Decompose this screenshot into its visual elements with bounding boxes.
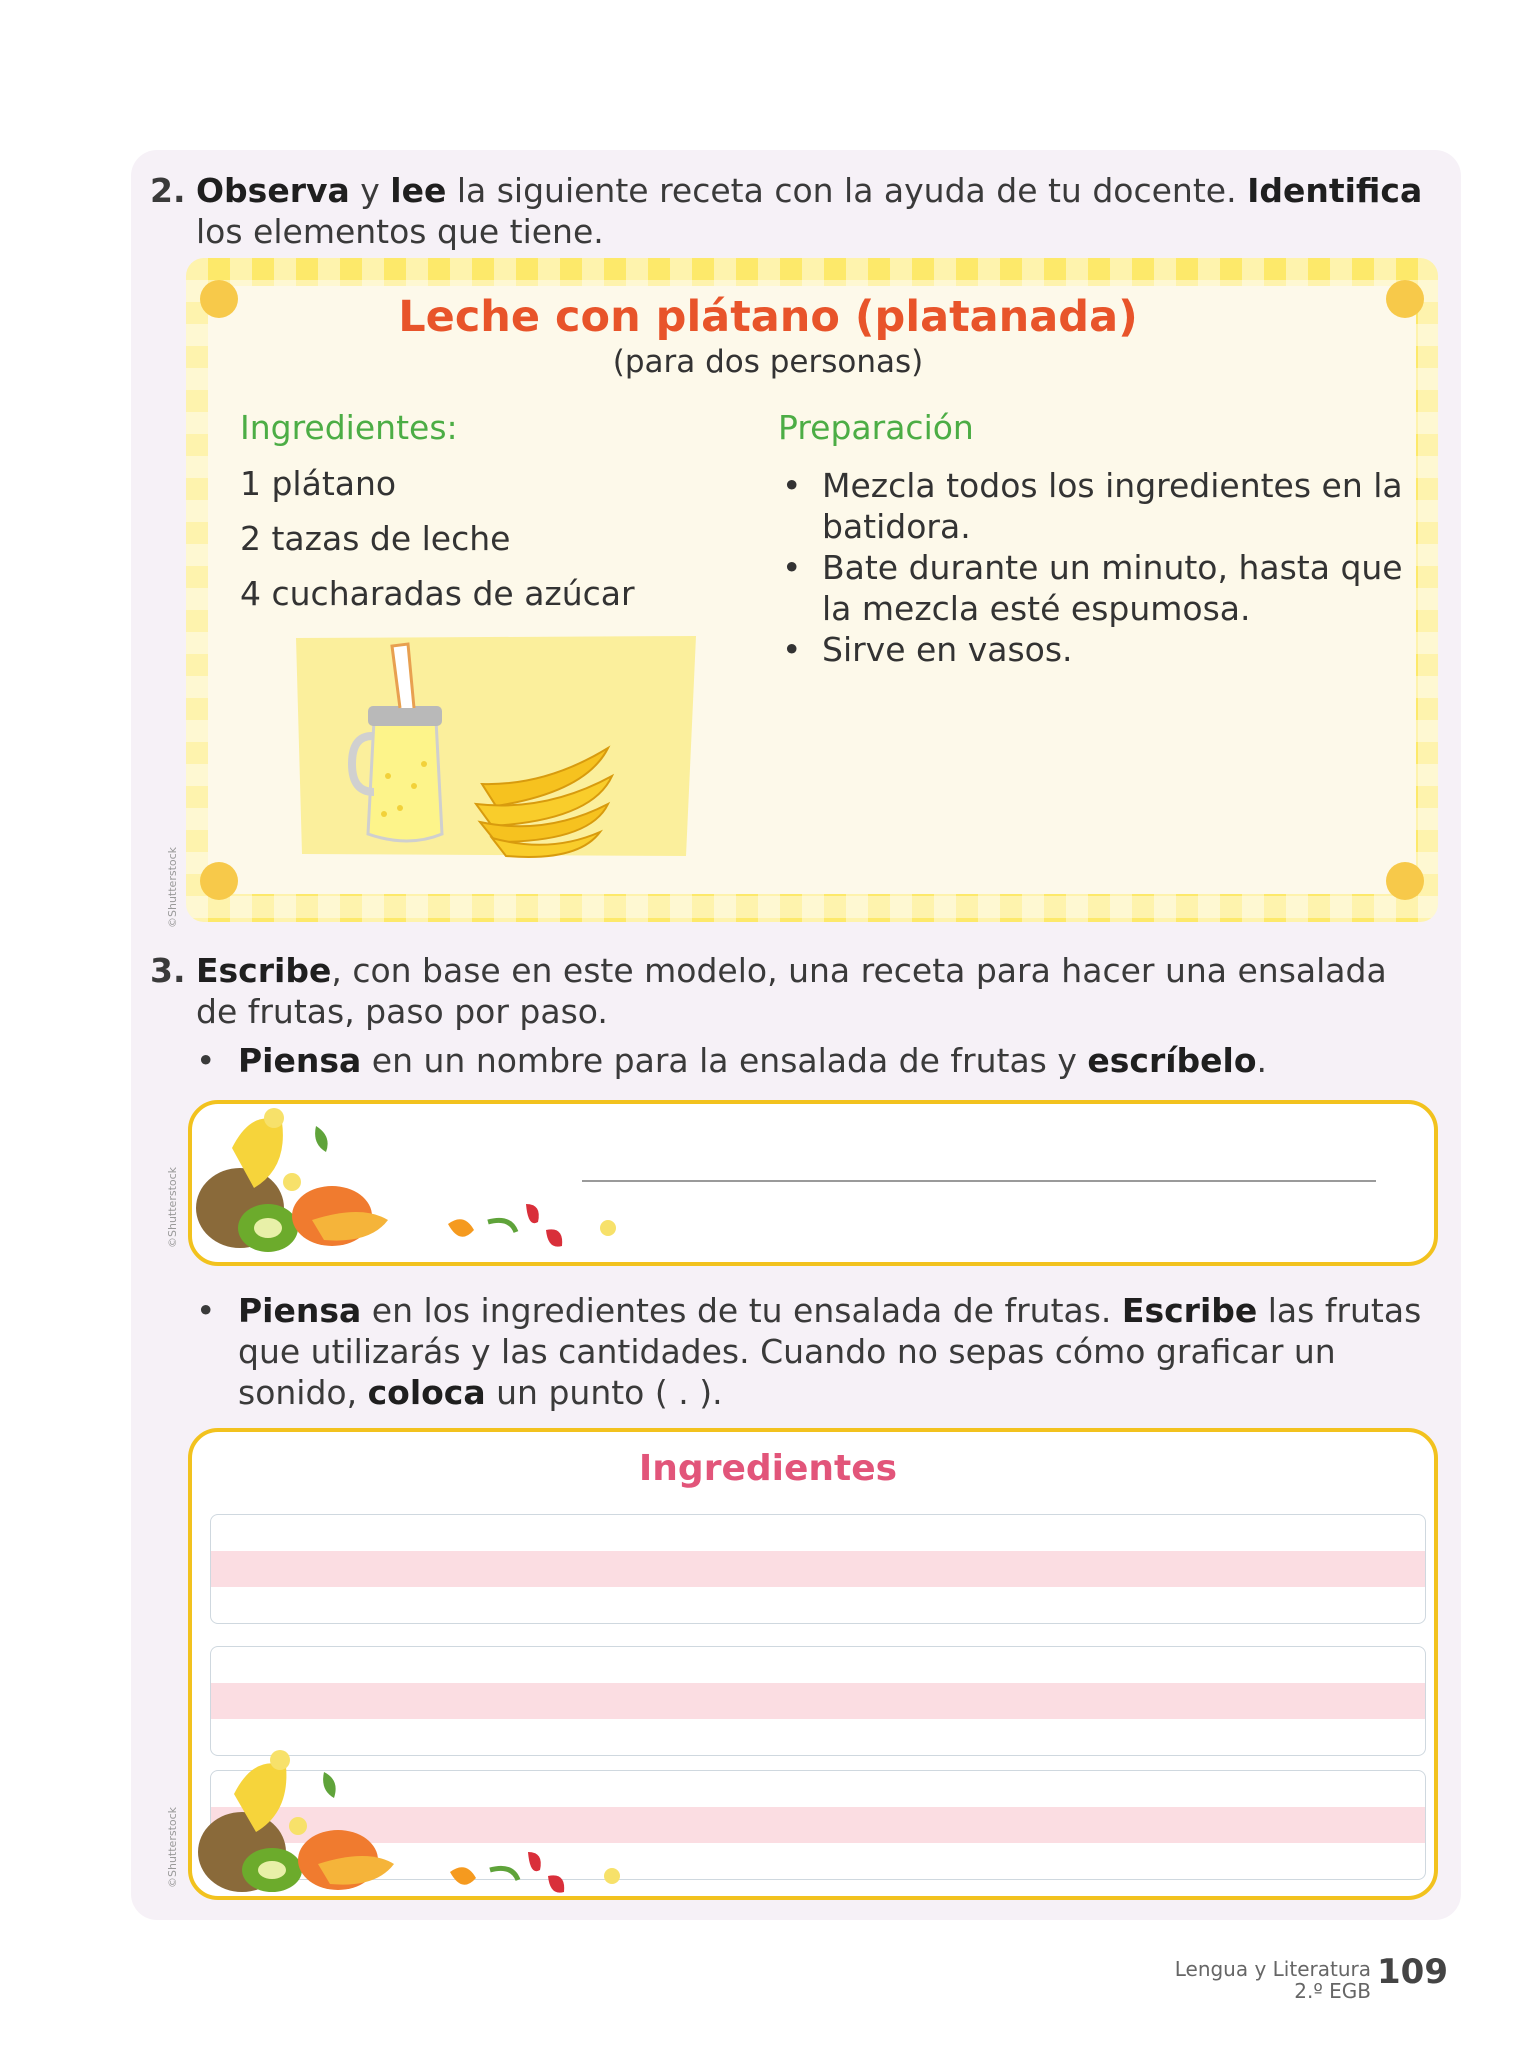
text: que utilizarás y las cantidades. Cuando no sepas cómo graficar un [238,1332,1336,1371]
keyword-coloca: coloca [367,1373,486,1412]
question-2 [150,170,1450,251]
question-3 [150,950,1450,1031]
text: un punto ( . ). [485,1373,723,1412]
banana-smoothie-illustration [296,636,698,862]
keyword-escribe: Escribe [1121,1291,1258,1330]
instruction-bullet-1: • Piensa en un nombre para la ensalada de frutas y escríbelo. [196,1041,1268,1080]
keyword-identifica: Identifica [1247,171,1423,210]
question-number: 2. [150,171,186,210]
keyword-observa: Observa [196,171,350,210]
text: en los ingredientes de tu ensalada de frutas. [361,1291,1122,1330]
writing-lines-1[interactable] [210,1514,1426,1624]
keyword-escribe: Escribe [196,951,332,990]
ingredients-box-title: Ingredientes [638,1448,898,1489]
keyword-piensa: Piensa [238,1291,362,1330]
bullet: • [782,548,802,587]
ingredients-heading: Ingredientes: [240,408,458,447]
step-text: Sirve en vasos. [822,630,1073,669]
ingredient-item: 2 tazas de leche [240,519,511,558]
text: en un nombre para la ensalada de frutas y [361,1041,1088,1080]
page-number: 109 [1377,1952,1448,1992]
instruction-bullet-2: • Piensa en los ingredientes de tu ensalada de frutas. Escribe las frutas que utilizarás y las cantidades. Cuando no sepas cómo graficar un sonido, coloca un punto ( . ). [196,1291,1422,1412]
step-item [778,547,1418,629]
text: sonido, [238,1373,368,1412]
footer-info [1175,1958,1371,2002]
image-credit: ©Shutterstock [166,1166,179,1248]
step-item [778,465,1418,547]
bullet: • [782,630,802,669]
recipe-subtitle: (para dos personas) [612,344,924,380]
step-item [778,629,1418,670]
step-text: Mezcla todos los ingredientes en la batidora. [822,466,1403,546]
subject-label: Lengua y Literatura [1174,1957,1371,1981]
fruit-illustration [194,1748,634,1898]
ingredient-item: 4 cucharadas de azúcar [240,574,635,613]
image-credit: ©Shutterstock [166,846,179,928]
recipe-title: Leche con plátano (platanada) [398,292,1138,342]
step-text: Bate durante un minuto, hasta que la mezcla esté espumosa. [822,548,1403,628]
writing-lines-2[interactable] [210,1646,1426,1756]
keyword-escribelo: escríbelo [1087,1041,1257,1080]
text: las frutas [1257,1291,1422,1330]
text: los elementos que tiene. [196,212,604,251]
preparation-steps [778,465,1418,670]
keyword-lee: lee [390,171,447,210]
text: y [349,171,391,210]
fruit-illustration [192,1108,632,1258]
text: de frutas, paso por paso. [196,992,608,1031]
keyword-piensa: Piensa [238,1041,362,1080]
grade-label: 2.º EGB [1294,1979,1371,2003]
text: , con base en este modelo, una receta para hacer una ensalada [331,951,1387,990]
salad-name-line[interactable] [582,1180,1376,1182]
ingredient-item: 1 plátano [240,464,397,503]
text: . [1256,1041,1268,1080]
image-credit: ©Shutterstock [166,1806,179,1888]
question-number: 3. [150,951,186,990]
bullet: • [782,466,802,505]
preparation-heading: Preparación [778,408,974,447]
text: la siguiente receta con la ayuda de tu docente. [446,171,1248,210]
